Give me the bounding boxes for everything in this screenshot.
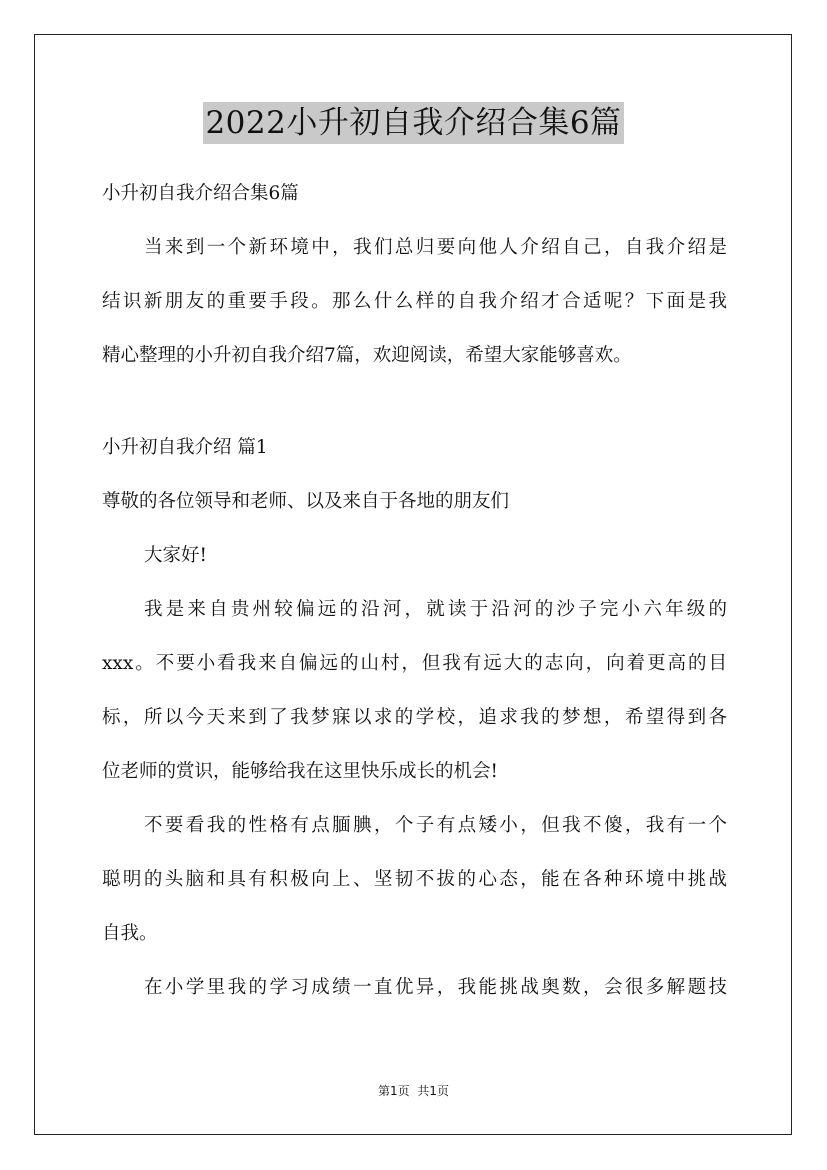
para2-line-3: 自我。 [102, 923, 158, 944]
para1-line-4: 位老师的赏识，能够给我在这里快乐成长的机会! [102, 761, 498, 782]
para1-line-3: 标，所以今天来到了我梦寐以求的学校，追求我的梦想，希望得到各 [102, 707, 727, 728]
intro-line-1: 当来到一个新环境中，我们总归要向他人介绍自己，自我介绍是 [144, 237, 727, 258]
para3-line-1: 在小学里我的学习成绩一直优异，我能挑战奥数，会很多解题技 [144, 977, 727, 998]
section-heading: 小升初自我介绍 篇1 [102, 437, 268, 458]
para2-line-1: 不要看我的性格有点腼腆，个子有点矮小，但我不傻，我有一个 [144, 815, 727, 836]
hello-line: 大家好! [144, 545, 207, 566]
page-footer: 第1页 共1页 [378, 1084, 449, 1098]
title-wrap [0, 102, 827, 144]
intro-line-3: 精心整理的小升初自我介绍7篇，欢迎阅读，希望大家能够喜欢。 [102, 345, 632, 366]
paragraph-gap [102, 388, 727, 426]
intro-line-2: 结识新朋友的重要手段。那么什么样的自我介绍才合适呢？下面是我 [102, 291, 727, 312]
document-title: 2022小升初自我介绍合集6篇 [203, 102, 623, 144]
para2-line-2: 聪明的头脑和具有积极向上、坚韧不拔的心态，能在各种环境中挑战 [102, 869, 727, 890]
subtitle: 小升初自我介绍合集6篇 [102, 183, 299, 204]
para1-line-2: xxx。不要小看我来自偏远的山村，但我有远大的志向，向着更高的目 [102, 653, 727, 674]
para1-line-1: 我是来自贵州较偏远的沿河，就读于沿河的沙子完小六年级的 [144, 599, 727, 620]
document-body [102, 172, 727, 1020]
greeting-line: 尊敬的各位领导和老师、以及来自于各地的朋友们 [102, 491, 510, 512]
